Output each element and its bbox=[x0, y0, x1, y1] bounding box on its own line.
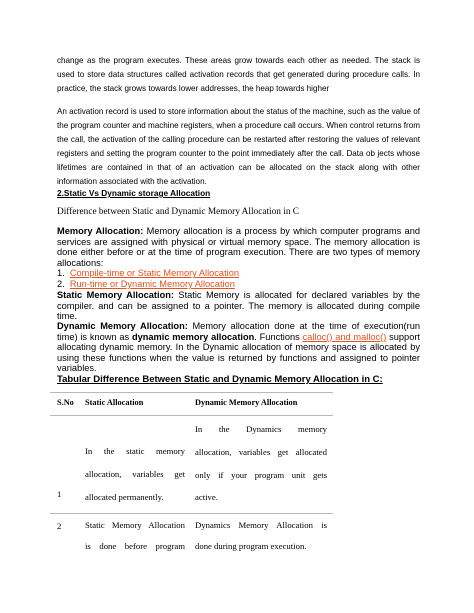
table-rule bbox=[50, 415, 333, 416]
list-item bbox=[57, 268, 420, 279]
dynamic-cell-line: Dynamics Memory Allocation is bbox=[195, 520, 327, 530]
list-item bbox=[57, 279, 420, 290]
compile-time-link[interactable]: Compile-time or Static Memory Allocation bbox=[69, 268, 239, 279]
dynamic-allocation-term: Dynamic Memory Allocation: bbox=[57, 321, 188, 331]
static-cell-line: Static Memory Allocation bbox=[85, 520, 185, 530]
run-time-link[interactable]: Run-time or Dynamic Memory Allocation bbox=[69, 278, 235, 289]
static-cell-line: allocation, variables get bbox=[85, 469, 185, 479]
paragraph-activation-record: An activation record is used to store information about the status of the machine, such as the value of the program counter and machine registers, when a procedure call occurs. When control returns from the call, the activation of the calling procedure can be restarted after restoring the values of relevant registers and setting the program counter to the point immediately after the call. Data ob jects whose lifetimes are contained in that of an activation can be allocated on the stack along with other information associated with the activation. bbox=[57, 107, 420, 186]
dynamic-cell-line: active. bbox=[195, 492, 218, 502]
static-cell-line: is done before program bbox=[85, 541, 185, 551]
dynamic-cell-line: only if your program unit gets bbox=[195, 470, 327, 480]
dynamic-cell-line: done during program execution. bbox=[195, 541, 307, 551]
static-cell-line: allocated permanently. bbox=[85, 492, 164, 502]
tabular-heading: Tabular Difference Between Static and Dynamic Memory Allocation in C: bbox=[57, 374, 383, 385]
dynamic-cell-line: allocation, variables get allocated bbox=[195, 447, 327, 457]
list-number: 1. bbox=[57, 268, 65, 279]
paragraph-stack-heap: change as the program executes. These areas grow towards each other as needed. The stack is used to store data structures called activation records that get generated during procedure calls. In practice, the stack grows towards lower addresses, the heap towards higher bbox=[57, 56, 420, 93]
dynamic-allocation-text-1: Memory allocation done at the time of execution(run time) is known as bbox=[57, 321, 420, 342]
table-rule bbox=[50, 392, 333, 393]
static-cell-line: In the static memory bbox=[85, 446, 185, 456]
calloc-malloc-link[interactable]: calloc() and malloc() bbox=[302, 331, 387, 342]
section-heading: 2.Static Vs Dynamic storage Allocation bbox=[57, 188, 211, 198]
header-sno: S.No bbox=[57, 398, 74, 407]
row-number: 2 bbox=[57, 521, 62, 531]
static-allocation-term: Static Memory Allocation: bbox=[57, 290, 174, 300]
row-number: 1 bbox=[57, 489, 62, 499]
comparison-table bbox=[50, 388, 333, 558]
dynamic-allocation-text-3: support allocating dynamic memory. In the Dynamic allocation of memory space is allocated by using these functions when the value is returned by functions and assigned to pointer variables. bbox=[57, 331, 420, 374]
header-static: Static Allocation bbox=[85, 398, 144, 407]
memory-allocation-section bbox=[57, 226, 420, 290]
dynamic-allocation-text-2: . Functions bbox=[254, 331, 303, 342]
dynamic-allocation-paragraph bbox=[57, 321, 420, 374]
static-allocation-paragraph bbox=[57, 290, 420, 322]
dynamic-cell-line: In the Dynamics memory bbox=[195, 424, 327, 434]
article-subtitle: Difference between Static and Dynamic Memory Allocation in C bbox=[57, 207, 299, 217]
static-allocation-text: Static Memory is allocated for declared variables by the compiler. and can be assigned to a pointer. The memory is allocated during compile time. bbox=[57, 290, 420, 322]
memory-allocation-text: Memory allocation is a process by which computer programs and services are assigned with physical or virtual memory space. The memory allocation is done either before or at the time of program execution. There are two types of memory allocations: bbox=[57, 226, 420, 268]
allocation-types-list bbox=[57, 268, 420, 289]
dynamic-allocation-bold: dynamic memory allocation bbox=[131, 331, 255, 342]
header-dynamic: Dynamic Memory Allocation bbox=[195, 398, 298, 407]
list-number: 2. bbox=[57, 278, 65, 289]
memory-allocation-term: Memory Allocation: bbox=[57, 226, 144, 236]
memory-allocation-paragraph bbox=[57, 226, 420, 268]
